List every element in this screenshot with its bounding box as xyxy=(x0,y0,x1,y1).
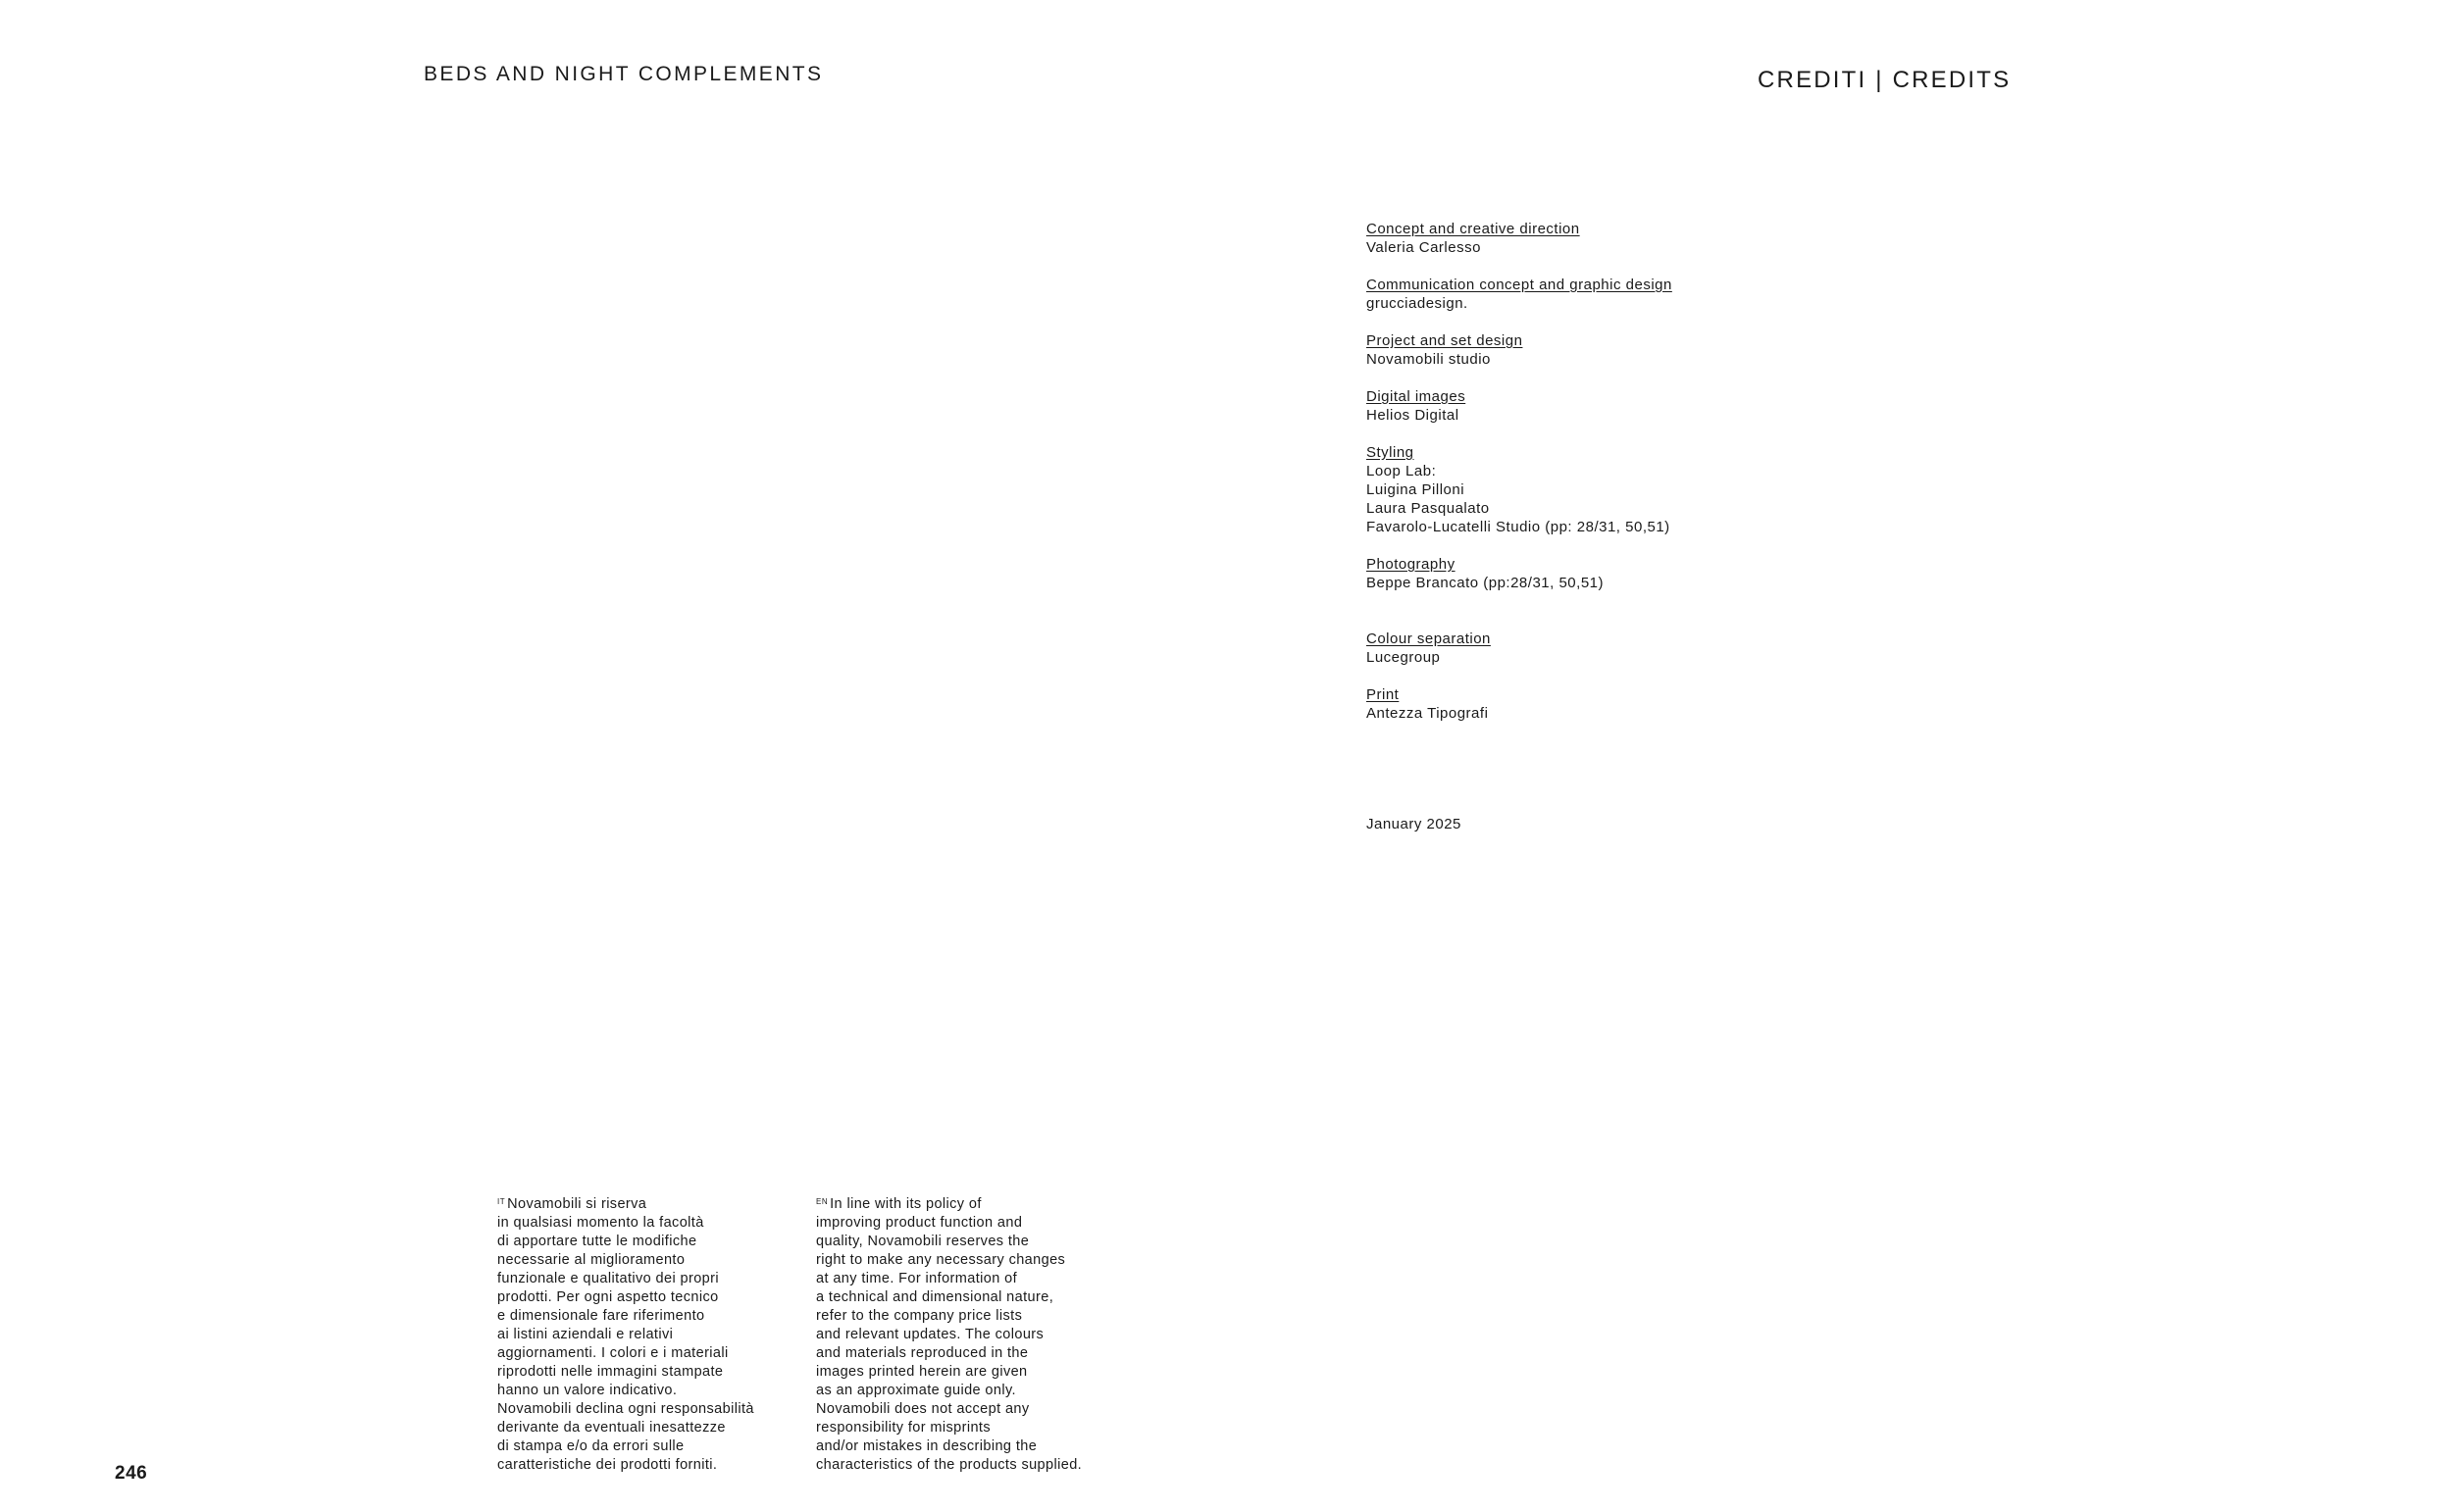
section-title: BEDS AND NIGHT COMPLEMENTS xyxy=(424,63,824,85)
disclaimer-line: aggiornamenti. I colori e i materiali xyxy=(497,1345,729,1361)
page-number: 246 xyxy=(115,1463,148,1484)
credit-colour-separation xyxy=(1366,630,1672,667)
credits-list xyxy=(1366,220,1672,723)
disclaimer-line: caratteristiche dei prodotti forniti. xyxy=(497,1457,718,1473)
credit-value: Lucegroup xyxy=(1366,649,1441,666)
disclaimer-line: prodotti. Per ogni aspetto tecnico xyxy=(497,1289,719,1305)
credit-value: Laura Pasqualato xyxy=(1366,500,1490,517)
credit-label: Project and set design xyxy=(1366,332,1523,349)
credit-digital-images xyxy=(1366,387,1672,425)
credit-label: Styling xyxy=(1366,444,1414,461)
disclaimer-line: and materials reproduced in the xyxy=(816,1345,1029,1361)
credit-concept xyxy=(1366,220,1672,257)
disclaimer-line: Novamobili does not accept any xyxy=(816,1401,1030,1417)
credit-value: Favarolo-Lucatelli Studio (pp: 28/31, 50,51) xyxy=(1366,519,1670,535)
credit-photography xyxy=(1366,555,1672,592)
disclaimer-line: at any time. For information of xyxy=(816,1271,1018,1286)
disclaimer-line: Novamobili declina ogni responsabilità xyxy=(497,1401,754,1417)
credit-styling xyxy=(1366,443,1672,536)
credit-value: grucciadesign. xyxy=(1366,295,1468,312)
disclaimer-line: e dimensionale fare riferimento xyxy=(497,1308,705,1324)
disclaimer-line: Novamobili si riserva xyxy=(507,1196,647,1212)
credit-label: Communication concept and graphic design xyxy=(1366,277,1672,293)
disclaimer-line: derivante da eventuali inesattezze xyxy=(497,1420,726,1436)
disclaimer-line: necessarie al miglioramento xyxy=(497,1252,686,1268)
credit-value: Helios Digital xyxy=(1366,407,1459,424)
credit-value: Beppe Brancato (pp:28/31, 50,51) xyxy=(1366,575,1604,591)
disclaimer-italian xyxy=(497,1192,754,1475)
disclaimer-line: improving product function and xyxy=(816,1215,1023,1231)
page-heading: CREDITI | CREDITS xyxy=(1758,67,2012,93)
disclaimer-line: di stampa e/o da errori sulle xyxy=(497,1438,685,1454)
disclaimer-line: responsibility for misprints xyxy=(816,1420,991,1436)
disclaimer-line: and/or mistakes in describing the xyxy=(816,1438,1038,1454)
disclaimer-line: riprodotti nelle immagini stampate xyxy=(497,1364,724,1380)
credit-label: Concept and creative direction xyxy=(1366,221,1580,237)
disclaimer-line: in qualsiasi momento la facoltà xyxy=(497,1215,704,1231)
credit-label: Digital images xyxy=(1366,388,1466,405)
credit-label: Photography xyxy=(1366,556,1455,573)
disclaimer-line: In line with its policy of xyxy=(830,1196,982,1212)
language-tag: EN xyxy=(816,1197,829,1206)
disclaimer-line: hanno un valore indicativo. xyxy=(497,1383,678,1398)
disclaimer-line: right to make any necessary changes xyxy=(816,1252,1066,1268)
credit-value: Luigina Pilloni xyxy=(1366,481,1465,498)
credit-project xyxy=(1366,331,1672,369)
disclaimer-line: ai listini aziendali e relativi xyxy=(497,1327,674,1342)
credit-value: Novamobili studio xyxy=(1366,351,1491,368)
publication-date: January 2025 xyxy=(1366,816,1461,832)
credit-value: Valeria Carlesso xyxy=(1366,239,1481,256)
disclaimer-line: a technical and dimensional nature, xyxy=(816,1289,1054,1305)
disclaimer-line: funzionale e qualitativo dei propri xyxy=(497,1271,719,1286)
disclaimer-line: and relevant updates. The colours xyxy=(816,1327,1045,1342)
language-tag: IT xyxy=(497,1197,506,1206)
credit-value: Antezza Tipografi xyxy=(1366,705,1489,722)
credit-label: Colour separation xyxy=(1366,630,1491,647)
disclaimer-line: characteristics of the products supplied. xyxy=(816,1457,1083,1473)
credit-label: Print xyxy=(1366,686,1400,703)
disclaimer-line: as an approximate guide only. xyxy=(816,1383,1016,1398)
disclaimer-english xyxy=(816,1192,1082,1475)
disclaimer-line: di apportare tutte le modifiche xyxy=(497,1234,697,1249)
credit-print xyxy=(1366,685,1672,723)
disclaimer-line: refer to the company price lists xyxy=(816,1308,1023,1324)
disclaimer-line: images printed herein are given xyxy=(816,1364,1028,1380)
credit-value: Loop Lab: xyxy=(1366,463,1437,479)
disclaimer-line: quality, Novamobili reserves the xyxy=(816,1234,1030,1249)
credit-communication xyxy=(1366,276,1672,313)
